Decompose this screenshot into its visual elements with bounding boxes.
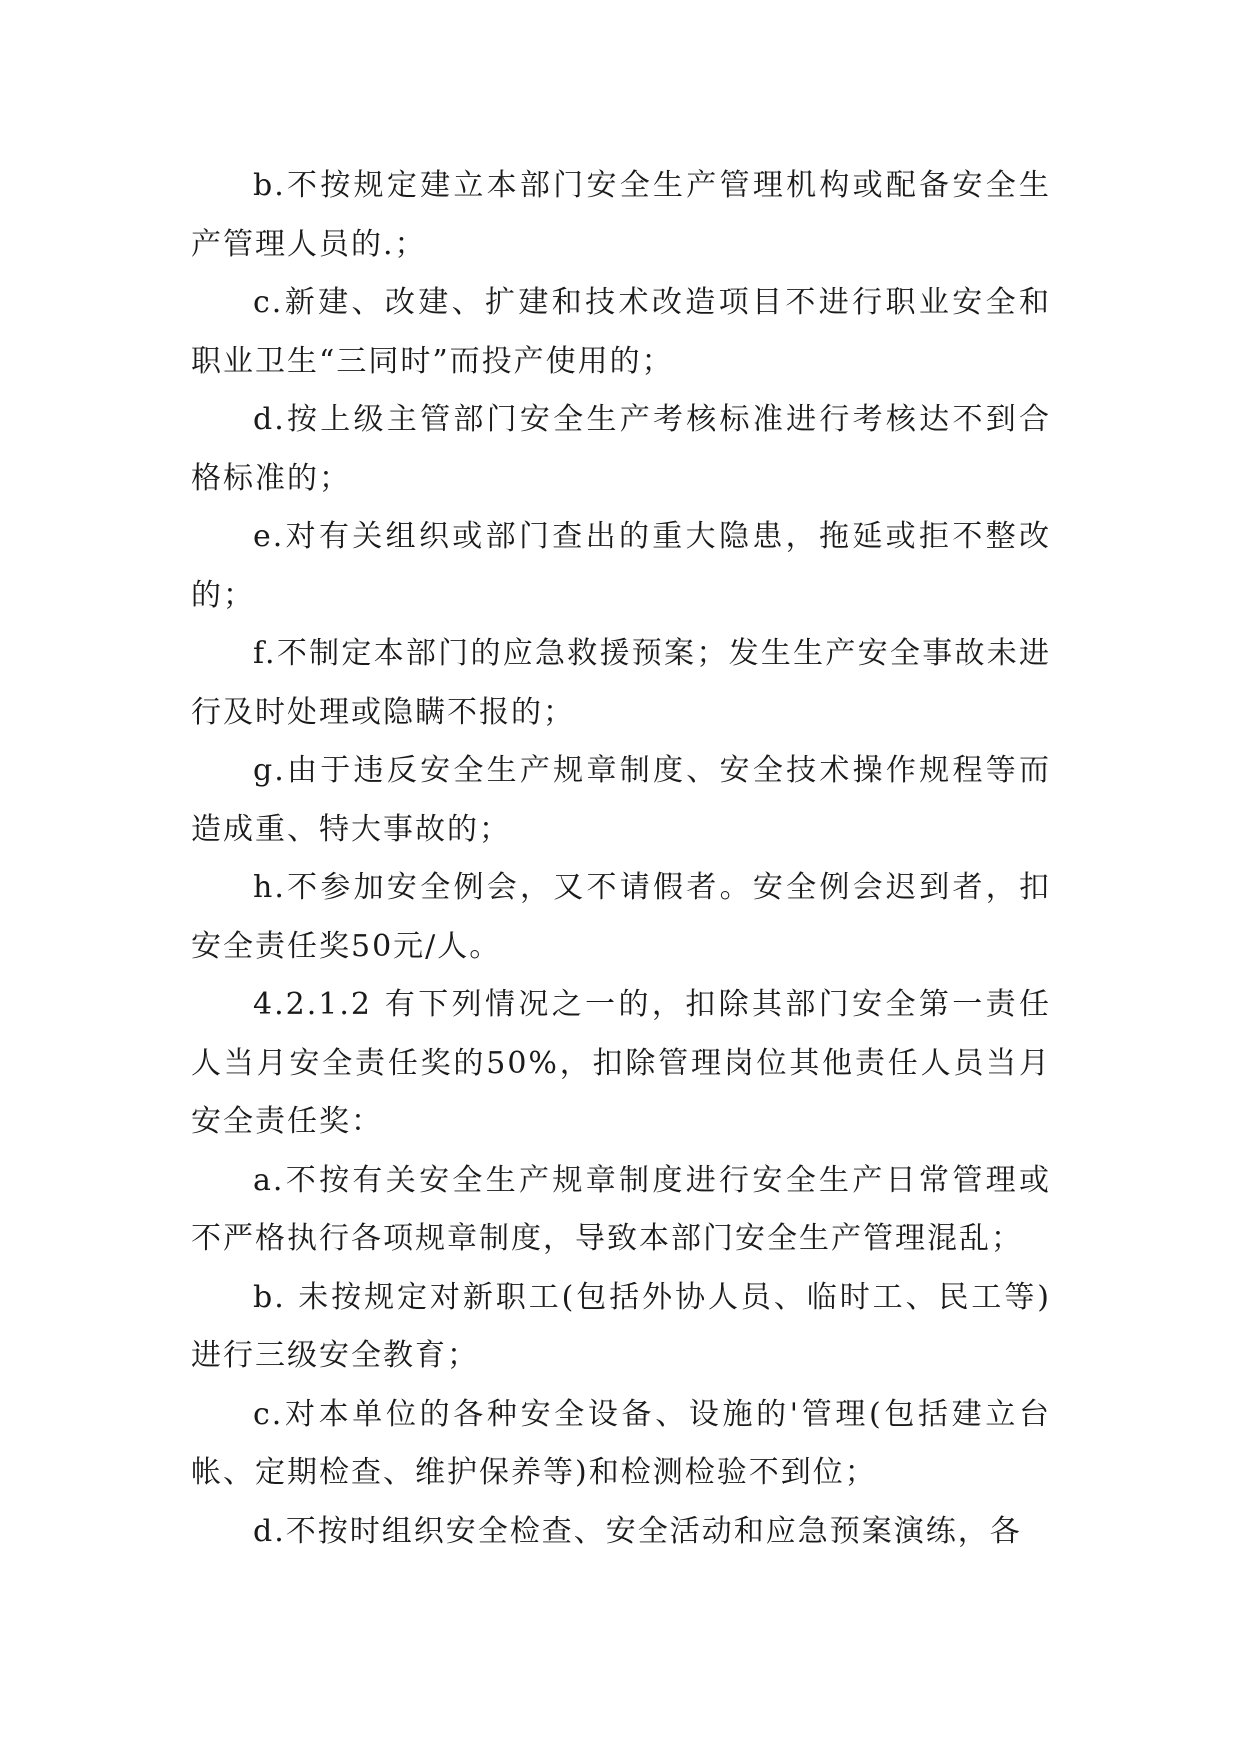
document-body bbox=[191, 157, 1051, 1561]
paragraph-e-major-hazards: e.对有关组织或部门查出的重大隐患，拖延或拒不整改的； bbox=[191, 519, 1051, 613]
paragraph-g-serious-accidents: g.由于违反安全生产规章制度、安全技术操作规程等而造成重、特大事故的； bbox=[191, 753, 1051, 847]
paragraph-section-4-2-1-2: 4.2.1.2 有下列情况之一的，扣除其部门安全第一责任人当月安全责任奖的50%，扣除管理岗位其他责任人员当月安全责任奖： bbox=[191, 987, 1051, 1139]
paragraph-c-equipment-management: c.对本单位的各种安全设备、设施的'管理(包括建立台帐、定期检查、维护保养等)和检测检验不到位； bbox=[191, 1396, 1051, 1490]
paragraph-b-management-structure: b.不按规定建立本部门安全生产管理机构或配备安全生产管理人员的.； bbox=[191, 168, 1051, 262]
paragraph-d-assessment-standard: d.按上级主管部门安全生产考核标准进行考核达不到合格标准的； bbox=[191, 402, 1051, 496]
paragraph-b-safety-education: b. 未按规定对新职工(包括外协人员、临时工、民工等)进行三级安全教育； bbox=[191, 1279, 1051, 1373]
paragraph-c-three-simultaneities: c.新建、改建、扩建和技术改造项目不进行职业安全和职业卫生“三同时”而投产使用的； bbox=[191, 285, 1051, 379]
paragraph-h-safety-meeting: h.不参加安全例会，又不请假者。安全例会迟到者，扣安全责任奖50元/人。 bbox=[191, 870, 1051, 964]
paragraph-d-inspection-drills: d.不按时组织安全检查、安全活动和应急预案演练，各 bbox=[253, 1513, 1022, 1549]
paragraph-f-emergency-plan: f.不制定本部门的应急救援预案；发生生产安全事故未进行及时处理或隐瞒不报的； bbox=[191, 636, 1051, 730]
paragraph-a-daily-management: a.不按有关安全生产规章制度进行安全生产日常管理或不严格执行各项规章制度，导致本部门安全生产管理混乱； bbox=[191, 1162, 1051, 1256]
